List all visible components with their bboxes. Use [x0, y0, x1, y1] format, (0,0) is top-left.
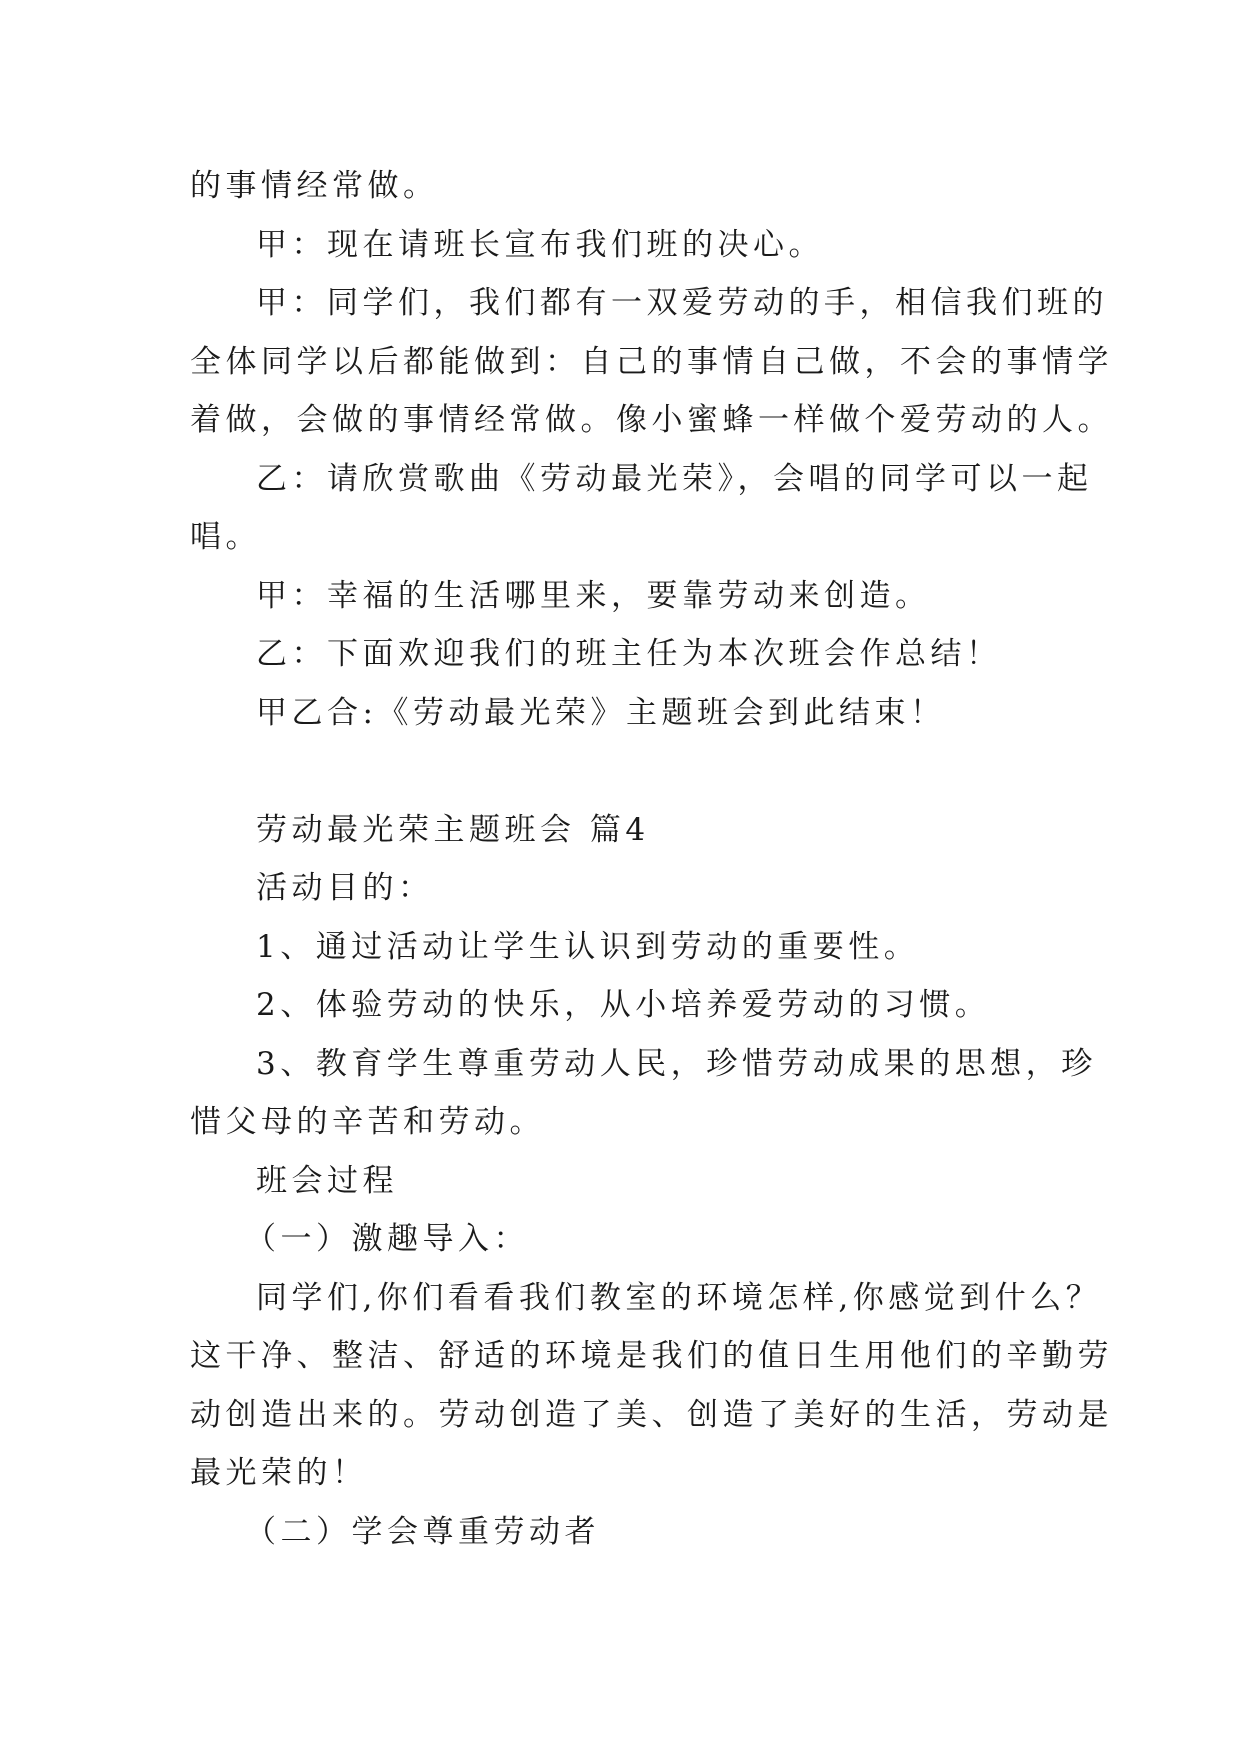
paragraph-line: 动创造出来的。劳动创造了美、创造了美好的生活，劳动是: [190, 1396, 1113, 1433]
paragraph-line: 甲乙合:《劳动最光荣》主题班会到此结束！: [256, 694, 946, 731]
paragraph-line: 乙：请欣赏歌曲《劳动最光荣》，会唱的同学可以一起: [256, 460, 1093, 497]
list-item: 3、教育学生尊重劳动人民，珍惜劳动成果的思想，珍: [256, 1045, 1097, 1082]
section-spacer: [190, 742, 1070, 801]
paragraph-line: 甲：幸福的生活哪里来，要靠劳动来创造。: [256, 577, 931, 614]
paragraph-line: 活动目的：: [256, 870, 434, 906]
subheading: 班会过程: [256, 1162, 398, 1199]
paragraph-line: 这干净、整洁、舒适的环境是我们的值日生用他们的辛勤劳: [190, 1338, 1113, 1374]
list-item: 1、通过活动让学生认识到劳动的重要性。: [256, 928, 920, 965]
subheading: （一）激趣导入：: [245, 1221, 529, 1257]
paragraph-line: 着做，会做的事情经常做。像小蜜蜂一样做个爱劳动的人。: [190, 402, 1113, 438]
paragraph-line: 甲：现在请班长宣布我们班的决心。: [256, 226, 824, 263]
paragraph-line: 全体同学以后都能做到：自己的事情自己做，不会的事情学: [190, 343, 1113, 380]
section-heading: 劳动最光荣主题班会 篇4: [256, 811, 650, 848]
paragraph-line: 同学们,你们看看我们教室的环境怎样,你感觉到什么？: [256, 1279, 1102, 1316]
paragraph-line: 惜父母的辛苦和劳动。: [190, 1104, 545, 1140]
paragraph-line: 乙：下面欢迎我们的班主任为本次班会作总结！: [256, 636, 1002, 672]
paragraph-line: 唱。: [190, 519, 261, 555]
paragraph-line: 的事情经常做。: [190, 168, 439, 204]
paragraph-line: 最光荣的！: [190, 1455, 368, 1491]
document-body: [190, 157, 1113, 1561]
subheading: （二）学会尊重劳动者: [245, 1513, 600, 1550]
paragraph-line: 甲：同学们，我们都有一双爱劳动的手，相信我们班的: [256, 285, 1108, 321]
list-item: 2、体验劳动的快乐，从小培养爱劳动的习惯。: [256, 987, 991, 1023]
